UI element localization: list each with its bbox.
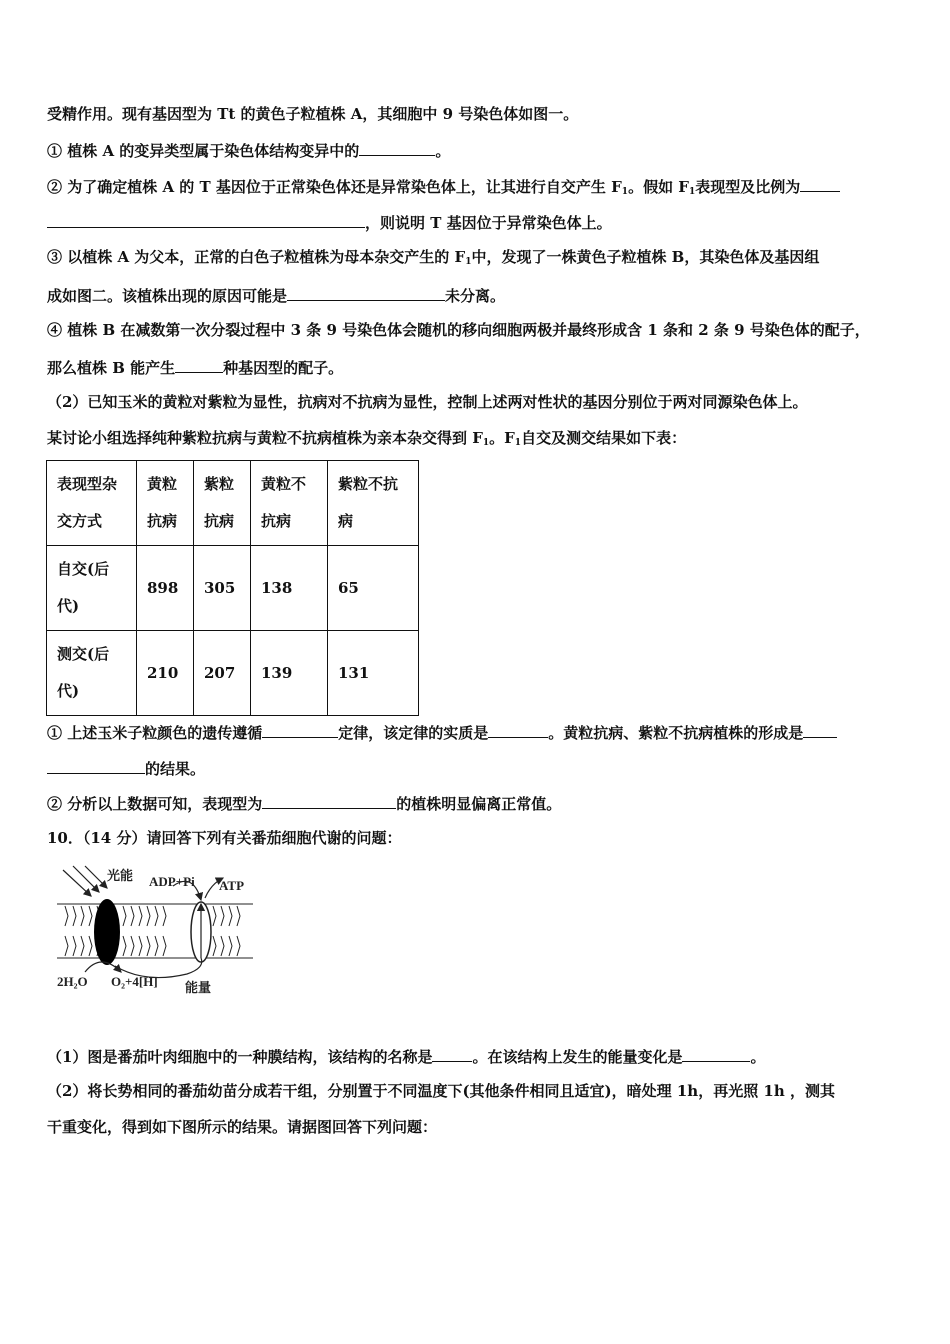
answer-blank [359, 139, 435, 156]
energy-label: 能量 [185, 980, 212, 995]
text: 成如图二。该植株出现的原因可能是 [47, 287, 288, 305]
subscript: 1 [688, 187, 696, 197]
table-cell: 305 [194, 546, 251, 631]
text: 定律，该定律的实质是 [338, 724, 489, 742]
text: 。F [489, 429, 515, 447]
answer-blank [47, 211, 365, 228]
subscript: 1 [465, 257, 472, 267]
answer-blank [800, 175, 840, 192]
question-item [47, 320, 870, 340]
table-cell: 898 [137, 546, 194, 631]
text: （1）图是番茄叶肉细胞中的一种膜结构，该结构的名称是 [47, 1048, 433, 1066]
answer-blank [682, 1045, 750, 1062]
text: 。 [750, 1048, 766, 1066]
text: ① 上述玉米子粒颜色的遗传遵循 [47, 724, 263, 742]
text: ③ 以植株 A 为父本，正常的白色子粒植株为母本杂交产生的 F [47, 248, 466, 266]
subscript: 1 [514, 438, 522, 448]
question-item [47, 247, 819, 272]
text: 种基因型的配子。 [223, 359, 344, 377]
text: 的植株明显偏离正常值。 [396, 795, 562, 813]
text: 自交及测交结果如下表： [521, 429, 687, 447]
text-line [47, 1117, 437, 1137]
text: ② 分析以上数据可知，表现型为 [47, 795, 263, 813]
text-line [47, 356, 343, 378]
table-cell: 65 [328, 546, 419, 631]
text: ① 植株 A 的变异类型属于染色体结构变异中的 [47, 142, 360, 160]
text: 中，发现了一株黄色子粒植株 B，其染色体及基因组 [471, 248, 820, 266]
text: 未分离。 [445, 287, 506, 305]
table-row [47, 631, 419, 716]
table-header-cell: 黄粒 抗病 [137, 461, 194, 546]
text: 。 [435, 142, 451, 160]
answer-blank [432, 1045, 472, 1062]
table-header-cell: 紫粒不抗 病 [328, 461, 419, 546]
answer-blank [262, 792, 396, 809]
adp-label: ADP+Pi [149, 874, 195, 889]
table-header-cell: 紫粒 抗病 [194, 461, 251, 546]
subscript: 1 [621, 187, 629, 197]
question-item [47, 792, 561, 814]
table-cell: 210 [137, 631, 194, 716]
text: 表现型及比例为 [695, 178, 801, 196]
text: ④ 植株 B 在减数第一次分裂过程中 3 条 9 号染色体会随机的移向细胞两极并最终形成含 1 条和 2 条 9 号染色体的配子， [47, 321, 870, 339]
table-cell: 131 [328, 631, 419, 716]
table-cell: 138 [251, 546, 328, 631]
answer-blank [47, 757, 145, 774]
subscript: 1 [482, 438, 490, 448]
text: 的结果。 [145, 760, 206, 778]
answer-blank [287, 284, 445, 301]
water-label: 2H₂O [57, 974, 88, 989]
question-heading [47, 828, 401, 848]
text: 受精作用。现有基因型为 Tt 的黄色子粒植株 A，其细胞中 9 号染色体如图一。 [47, 105, 579, 123]
question-item [47, 1045, 765, 1067]
text: 。黄粒抗病、紫粒不抗病植株的形成是 [548, 724, 804, 742]
text: 某讨论小组选择纯种紫粒抗病与黄粒不抗病植株为亲本杂交得到 F [47, 429, 483, 447]
oxygen-label: O₂+4[H] [111, 974, 158, 989]
photosystem-protein [94, 899, 120, 965]
table-header-cell: 表现型杂 交方式 [47, 461, 137, 546]
text-line [47, 104, 578, 124]
table-header-cell: 黄粒不 抗病 [251, 461, 328, 546]
answer-blank [803, 721, 837, 738]
question-item [47, 1081, 835, 1101]
answer-blank [262, 721, 338, 738]
text-line [47, 284, 505, 306]
question-item [47, 139, 450, 161]
text: 。假如 F [628, 178, 689, 196]
text: 10．（14 分）请回答下列有关番茄细胞代谢的问题： [47, 829, 402, 847]
light-energy-label: 光能 [107, 868, 134, 883]
table-row-label: 自交(后 代) [47, 546, 137, 631]
table-row-label: 测交(后 代) [47, 631, 137, 716]
table-header-row [47, 461, 419, 546]
text-line [47, 428, 686, 453]
text: 。在该结构上发生的能量变化是 [472, 1048, 683, 1066]
text: ，则说明 T 基因位于异常染色体上。 [365, 214, 612, 232]
table-cell: 207 [194, 631, 251, 716]
text-line [47, 757, 205, 779]
table-cell: 139 [251, 631, 328, 716]
answer-blank [488, 721, 548, 738]
membrane-diagram [55, 862, 255, 997]
table-row [47, 546, 419, 631]
text: （2）已知玉米的黄粒对紫粒为显性，抗病对不抗病为显性，控制上述两对性状的基因分别位于两对同源染色体上。 [47, 393, 808, 411]
text-line [47, 211, 612, 233]
text: ② 为了确定植株 A 的 T 基因位于正常染色体还是异常染色体上，让其进行自交产生 F [47, 178, 622, 196]
answer-blank [175, 356, 223, 373]
question-item [47, 175, 840, 202]
question-item [47, 721, 837, 743]
text: 那么植株 B 能产生 [47, 359, 176, 377]
text: 干重变化，得到如下图所示的结果。请据图回答下列问题： [47, 1118, 438, 1136]
text-line [47, 392, 807, 412]
results-table [46, 460, 419, 716]
atp-label: ATP [219, 878, 245, 893]
text: （2）将长势相同的番茄幼苗分成若干组，分别置于不同温度下(其他条件相同且适宜)，暗处理 1h，再光照 1h ，测其 [47, 1082, 835, 1100]
